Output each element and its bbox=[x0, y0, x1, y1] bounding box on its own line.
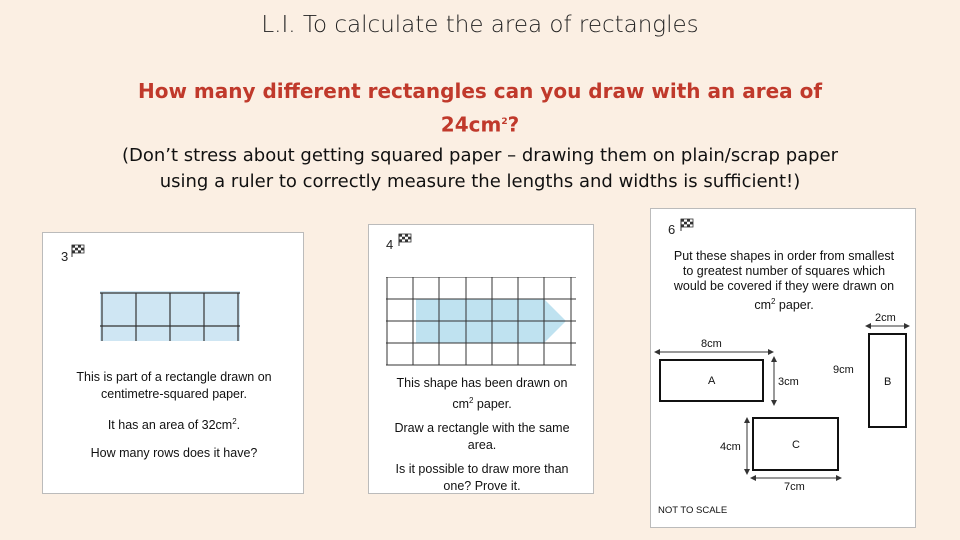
label-7cm: 7cm bbox=[784, 481, 805, 493]
card3-text bbox=[53, 369, 295, 462]
card-question-4 bbox=[368, 224, 594, 494]
card4-line6: one? Prove it. bbox=[443, 479, 521, 494]
shape-b-label: B bbox=[884, 376, 892, 388]
label-2cm: 2cm bbox=[875, 312, 896, 324]
question-number: 6 bbox=[668, 222, 676, 237]
label-8cm: 8cm bbox=[701, 338, 722, 350]
label-3cm: 3cm bbox=[778, 376, 799, 388]
question-sup: 2 bbox=[501, 117, 508, 127]
label-4cm: 4cm bbox=[720, 441, 741, 453]
not-to-scale-note: NOT TO SCALE bbox=[658, 505, 728, 516]
card-question-3 bbox=[42, 232, 304, 494]
label-9cm: 9cm bbox=[833, 364, 854, 376]
arrow-shape-grid-diagram bbox=[386, 277, 576, 367]
question-end: ? bbox=[507, 112, 520, 137]
question-value: 24cm bbox=[440, 112, 502, 137]
card3-line3: It has an area of $32cm^2$. bbox=[107, 417, 241, 433]
card4-line4: area. bbox=[467, 438, 497, 453]
card4-line3: Draw a rectangle with the same bbox=[394, 421, 570, 436]
note-line1: (Don’t stress about getting squared paper – drawing them on plain/scrap paper bbox=[121, 145, 839, 166]
question-line2 bbox=[60, 107, 900, 141]
shape-c-label: C bbox=[792, 439, 800, 451]
card6-line4: $cm^2$ paper. bbox=[754, 297, 814, 313]
card6-line3: would be covered if they were drawn on bbox=[673, 279, 895, 293]
card3-line4: How many rows does it have? bbox=[90, 446, 258, 461]
rectangle-grid-diagram bbox=[100, 291, 240, 341]
card4-line5: Is it possible to draw more than bbox=[395, 462, 569, 477]
flag-icon bbox=[71, 244, 85, 257]
card6-line1: Put these shapes in order from smallest bbox=[673, 249, 895, 263]
card-question-6 bbox=[650, 208, 916, 528]
shape-a-label: A bbox=[708, 375, 716, 387]
note-line2: using a ruler to correctly measure the lengths and widths is sufficient!) bbox=[159, 171, 801, 192]
card3-line2: centimetre-squared paper. bbox=[101, 387, 247, 401]
question-line1: How many different rectangles can you draw with an area of bbox=[137, 79, 823, 103]
card4-text bbox=[373, 375, 591, 495]
question-number: 4 bbox=[386, 237, 394, 252]
note-text bbox=[40, 143, 920, 195]
card4-line2: $cm^2$ paper. bbox=[452, 396, 512, 412]
card3-line1: This is part of a rectangle drawn on bbox=[76, 370, 272, 384]
card4-line1: This shape has been drawn on bbox=[396, 376, 568, 390]
main-question bbox=[60, 76, 900, 141]
card6-line2: to greatest number of squares which bbox=[682, 264, 886, 278]
question-number: 3 bbox=[61, 249, 69, 264]
page-title: L.I. To calculate the area of rectangles bbox=[261, 12, 699, 38]
flag-icon bbox=[398, 233, 412, 246]
